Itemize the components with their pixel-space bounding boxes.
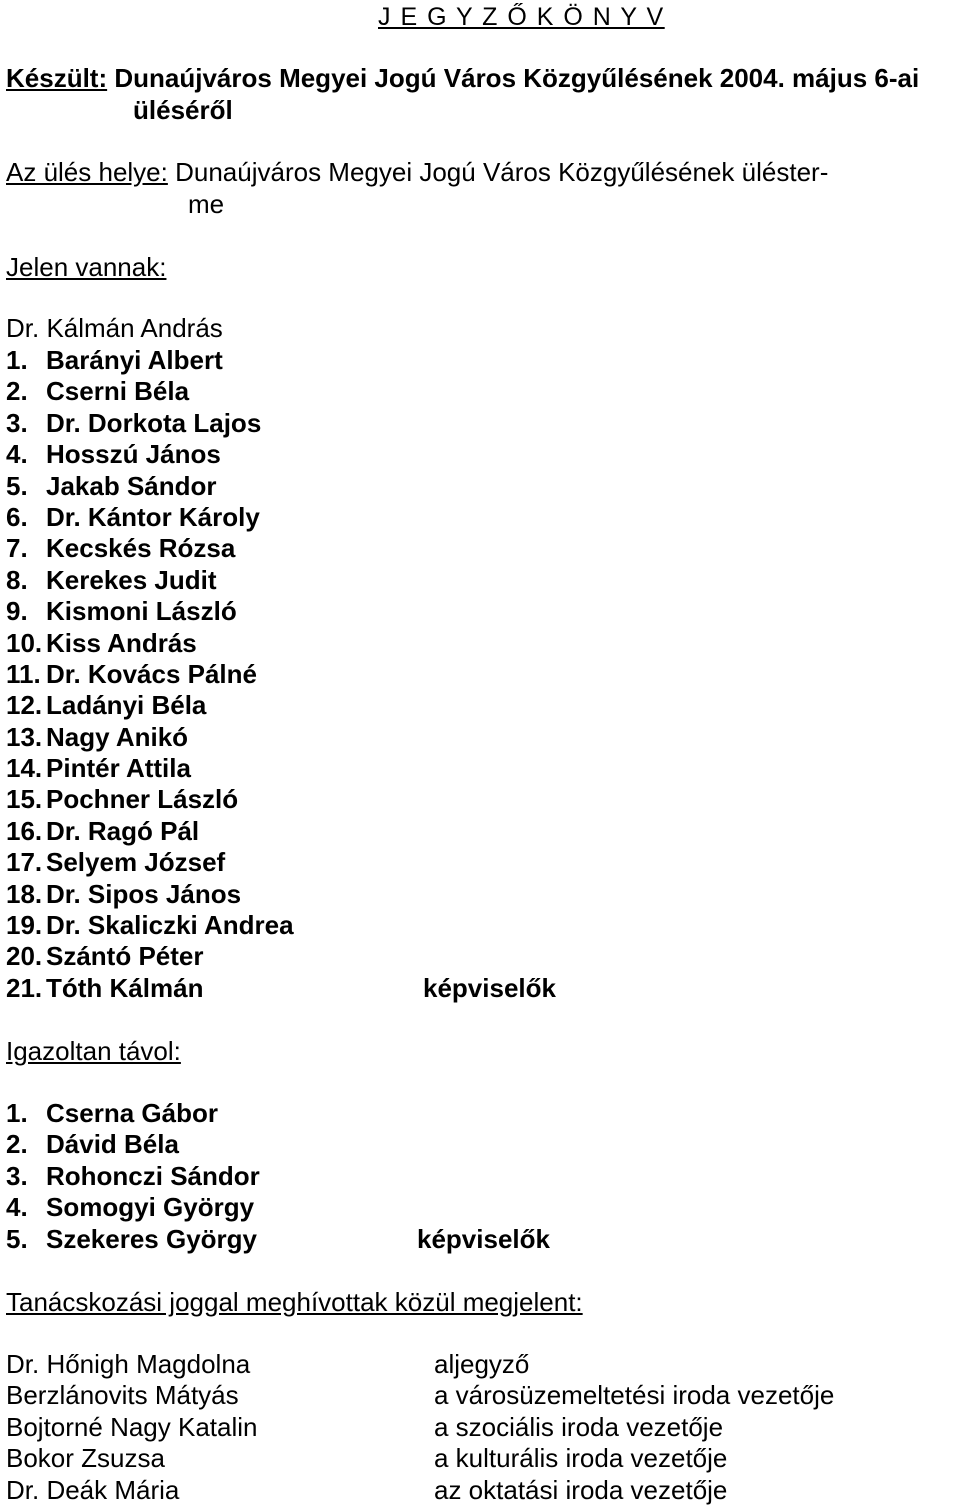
keszult-text-line1: Dunaújváros Megyei Jogú Város Közgyűlésének 2004. május 6-ai: [114, 63, 920, 93]
list-item: [6, 1412, 946, 1443]
item-number: 16.: [6, 815, 43, 846]
member-name: Dr. Dorkota Lajos: [46, 407, 262, 438]
list-item: [6, 596, 906, 627]
helye-label: Az ülés helye:: [6, 157, 168, 187]
list-item: [6, 910, 906, 941]
invited-role: a szociális iroda vezetője: [434, 1411, 724, 1442]
item-number: 8.: [6, 564, 28, 595]
list-item: [6, 1098, 906, 1129]
list-item: [6, 1161, 906, 1192]
list-item: [6, 1349, 946, 1380]
member-name: Jakab Sándor: [46, 470, 217, 501]
invited-name: Dr. Deák Mária: [6, 1474, 180, 1505]
member-name: Pintér Attila: [46, 753, 191, 784]
member-name: Szántó Péter: [46, 941, 204, 972]
list-item: [6, 941, 906, 972]
absent-members-list: [6, 1098, 906, 1255]
list-item: [6, 345, 906, 376]
item-number: 4.: [6, 439, 28, 470]
item-number: 11.: [6, 658, 41, 689]
list-item: [6, 973, 906, 1004]
list-item: [6, 1192, 906, 1223]
list-item: [6, 753, 906, 784]
document-title: J E G Y Z Ő K Ö N Y V: [378, 3, 665, 31]
item-number: 3.: [6, 407, 28, 438]
member-name: Kismoni László: [46, 596, 237, 627]
member-name: Ladányi Béla: [46, 690, 207, 721]
item-number: 14.: [6, 753, 43, 784]
item-number: 10.: [6, 627, 43, 658]
list-item: [6, 879, 906, 910]
member-name: Kiss András: [46, 627, 197, 658]
item-number: 21.: [6, 972, 43, 1003]
member-name: Cserni Béla: [46, 376, 190, 407]
invited-role: az oktatási iroda vezetője: [434, 1474, 728, 1505]
invited-role: a városüzemeltetési iroda vezetője: [434, 1380, 835, 1411]
item-number: 12.: [6, 690, 43, 721]
item-number: 2.: [6, 1129, 28, 1160]
invited-role: a kulturális iroda vezetője: [434, 1443, 728, 1474]
member-name: Selyem József: [46, 847, 226, 878]
item-number: 3.: [6, 1160, 28, 1191]
item-number: 6.: [6, 501, 28, 532]
item-number: 20.: [6, 941, 43, 972]
member-name: Dr. Skaliczki Andrea: [46, 910, 294, 941]
list-item: [6, 408, 906, 439]
item-number: 5.: [6, 470, 28, 501]
tavol-heading: Igazoltan távol:: [6, 1036, 181, 1066]
list-item: [6, 847, 906, 878]
invited-list: [6, 1349, 946, 1506]
member-name: Dávid Béla: [46, 1129, 179, 1160]
item-number: 15.: [6, 784, 43, 815]
member-name: Somogyi György: [46, 1192, 255, 1223]
member-name: Rohonczi Sándor: [46, 1160, 260, 1191]
item-number: 4.: [6, 1192, 28, 1223]
member-name: Dr. Kovács Pálné: [46, 658, 257, 689]
item-number: 9.: [6, 596, 28, 627]
member-name: Pochner László: [46, 784, 239, 815]
invited-name: Dr. Hőnigh Magdolna: [6, 1349, 251, 1379]
helye-text-line1: Dunaújváros Megyei Jogú Város Közgyűlésének üléster-: [175, 157, 829, 187]
helye-block: [6, 157, 828, 188]
list-item: [6, 471, 906, 502]
member-name: Nagy Anikó: [46, 721, 189, 752]
item-number: 18.: [6, 878, 43, 909]
member-name: Dr. Ragó Pál: [46, 815, 200, 846]
list-item: [6, 1380, 946, 1411]
list-item: [6, 439, 906, 470]
list-item: [6, 502, 906, 533]
list-item: [6, 690, 906, 721]
list-item: [6, 816, 906, 847]
invited-name: Berzlánovits Mátyás: [6, 1380, 239, 1411]
keszult-label: Készült:: [6, 63, 108, 93]
member-name: Dr. Sipos János: [46, 878, 242, 909]
chair-name: Dr. Kálmán András: [6, 313, 223, 343]
list-item: [6, 565, 906, 596]
member-name: Hosszú János: [46, 439, 221, 470]
list-item: [6, 722, 906, 753]
keszult-block: [6, 63, 919, 94]
list-item: [6, 1475, 946, 1506]
list-item: [6, 376, 906, 407]
member-name: Cserna Gábor: [46, 1098, 218, 1128]
list-item: [6, 533, 906, 564]
item-number: 1.: [6, 345, 28, 375]
item-number: 5.: [6, 1223, 28, 1254]
member-role: képviselők: [423, 972, 556, 1003]
member-name: Barányi Albert: [46, 345, 223, 375]
invited-name: Bojtorné Nagy Katalin: [6, 1411, 258, 1442]
list-item: [6, 659, 906, 690]
keszult-text-line2: üléséről: [133, 95, 233, 125]
helye-text-line2: me: [188, 189, 225, 219]
item-number: 13.: [6, 721, 43, 752]
list-item: [6, 1443, 946, 1474]
member-name: Tóth Kálmán: [46, 972, 204, 1003]
item-number: 2.: [6, 376, 28, 407]
list-item: [6, 628, 906, 659]
meghivottak-heading: Tanácskozási joggal meghívottak közül megjelent:: [6, 1287, 583, 1317]
member-name: Kerekes Judit: [46, 564, 217, 595]
list-item: [6, 1129, 906, 1160]
item-number: 1.: [6, 1098, 28, 1128]
member-role: képviselők: [417, 1223, 550, 1254]
jelen-heading: Jelen vannak:: [6, 252, 167, 282]
member-name: Szekeres György: [46, 1223, 258, 1254]
member-name: Dr. Kántor Károly: [46, 501, 260, 532]
list-item: [6, 784, 906, 815]
present-members-list: [6, 345, 906, 1004]
list-item: [6, 1224, 906, 1255]
invited-name: Bokor Zsuzsa: [6, 1443, 165, 1474]
item-number: 19.: [6, 910, 43, 941]
item-number: 17.: [6, 847, 43, 878]
item-number: 7.: [6, 533, 28, 564]
member-name: Kecskés Rózsa: [46, 533, 236, 564]
invited-role: aljegyző: [434, 1349, 530, 1379]
